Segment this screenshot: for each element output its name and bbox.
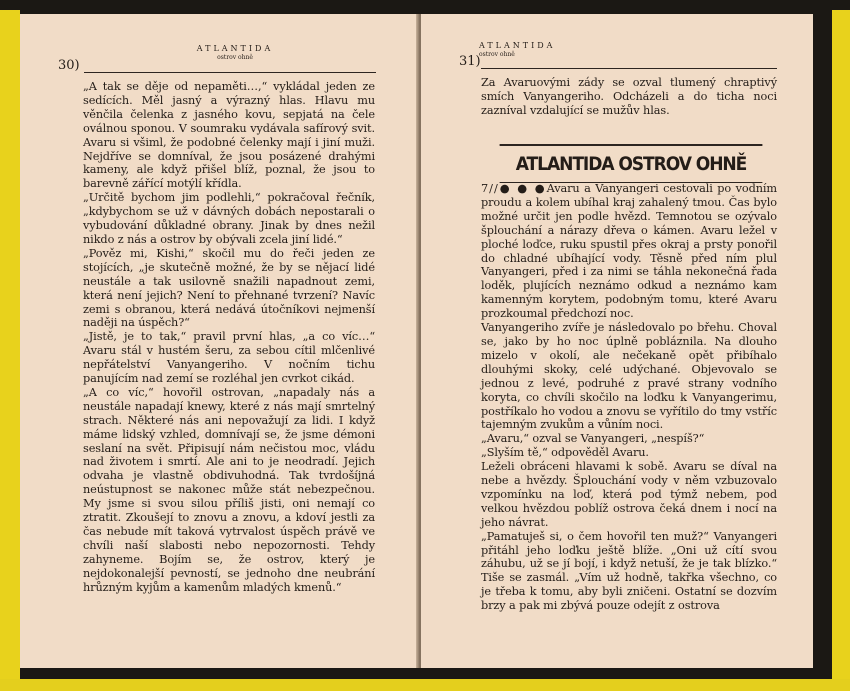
paragraph-text: Avaru a Vanyangeri cestovali po vodním proudu a kolem ubíhal kraj zahalený tmou. Čas bylo možné určit jen podle hvězd. Temnotou se ozývalo šplouchání a nárazy dřeva o kámen. Avaru ležel v ploché loďce, ruku spustil přes okraj a prsty ponořil do chladné ubíhající vody. Těsně před ním plul Vanyangeri, před i za nimi se táhla nekonečná řada loděk, plujících neznámo odkud a neznámo kam kamenným korytem, podobným tomu, které Avaru prozkoumal předchozí noc. <box>481 182 777 321</box>
book-cover-edge-right <box>832 10 850 690</box>
paragraph: „A co víc,“ hovořil ostrovan, „napadaly nás a neustále napadají knewy, které z nás mají smrtelný strach. Některé nás ani nepovažují za lidi. I když máme lidský vzhled, domnívají se, že jsme démoni seslaní na svět. Připisují nám nečistou moc, vládu nad životem i smrtí. Ale ani to je neodradí. Jejich odvaha je vlastně obdivuhodná. Tak tvrdošíjná neústupnost se nakonec může stát nebezpečnou. My jsme si svou silou příliš jisti, oni nemají co ztratit. Zkoušejí to znovu a znovu, a kdoví jestli za čas nebude mít taková vytrvalost úspěch právě ve chvíli naší slabosti nebo nepozornosti. Tehdy zahyneme. Bojím se, že ostrov, který je nejdokonalejší pevností, se jednoho dne neubrání hrůzným kyjům a kamenům mladých kmenů.“ <box>83 385 375 594</box>
left-page-number: 30) <box>58 58 80 73</box>
left-page-text <box>83 80 375 595</box>
left-running-head <box>170 44 300 62</box>
right-page-text <box>481 182 777 613</box>
right-page-number: 31) <box>459 54 481 69</box>
paragraph: „Určitě bychom jim podlehli,“ pokračoval řečník, „kdybychom se už v dávných dobách nepostarali o vybudování důkladné obrany. Jinak by dnes nežil nikdo z nás a ostrov by obývali zcela jiní lidé.“ <box>83 191 375 246</box>
left-running-subtitle: ostrov ohně <box>217 54 253 61</box>
book-cover-edge-left <box>0 10 20 680</box>
book-cover-edge-bottom <box>0 679 850 691</box>
right-top-text <box>481 76 777 118</box>
paragraph: „Jistě, je to tak,“ pravil první hlas, „a co víc…“ Avaru stál v hustém šeru, za sebou cítil mlčenlivé nepřátelství Vanyangeriho. V nočním tichu panujícím nad zemí se rozléhal jen cvrkot cikád. <box>83 330 375 386</box>
left-page <box>20 14 418 668</box>
right-page <box>421 14 813 668</box>
left-running-title: ATLANTIDA <box>196 44 274 53</box>
paragraph: „Avaru,“ ozval se Vanyangeri, „nespíš?“ <box>481 432 705 446</box>
right-header-rule <box>481 68 777 69</box>
paragraph: Vanyangeriho zvíře je následovalo po břehu. Choval se, jako by ho noc úplně pobláznila. Na dlouho mizelo v okolí, ale nečekaně opět přibíhalo dlouhými skoky, celé udýchané. Objevovalo se jednou z levé, podruhé z pravé strany vodního koryta, co chvíli skočilo na loďku k Vanyangerimu, postříkalo ho vodou a znovu se vyřítilo do tmy vstříc tajemným zvukům a vůním noci. <box>481 321 777 432</box>
paragraph: Leželi obráceni hlavami k sobě. Avaru se díval na nebe a hvězdy. Šplouchání vody v něm vzbuzovalo vzpomínku na loď, která pod týmž nebem, pod velkou hvězdou poblíž ostrova čeká dnem i nocí na jeho návrat. <box>481 460 777 529</box>
left-header-rule <box>84 72 376 73</box>
paragraph: „Slyším tě,“ odpověděl Avaru. <box>481 446 649 460</box>
chapter-banner: ATLANTIDA OSTROV OHNĚ <box>500 144 763 183</box>
paragraph: „A tak se děje od nepaměti…,“ vykládal jeden ze sedících. Měl jasný a výrazný hlas. Hlavu mu věnčila čelenka z jasného kovu, sepjatá na čele oválnou sponou. V soumraku vydávala safírový svit. Avaru si všiml, že podobné čelenky mají i jiní muži. Nejdříve se domníval, že jsou posázené drahými kameny, ale když přišel blíž, poznal, že jsou to barevně zářící motýlí křídla. <box>83 80 375 191</box>
paragraph <box>481 182 777 321</box>
paragraph: Za Avaruovými zády se ozval tlumený chraptivý smích Vanyangeriho. Odcházeli a do ticha noci zazníval vzdalující se mužův hlas. <box>481 76 777 117</box>
right-running-head <box>479 41 589 59</box>
paragraph: „Pamatuješ si, o čem hovořil ten muž?“ Vanyangeri přitáhl jeho loďku ještě blíže. „Oni už cítí svou záhubu, už se jí bojí, i když netuší, že je tak blízko.“ Tiše se zasmál. „Vím už hodně, takřka všechno, co je třeba k tomu, aby byli zničeni. Ostatní se dozvím brzy a pak mi zbývá pouze odejít z ostrova <box>481 529 777 613</box>
right-running-title: ATLANTIDA <box>479 41 556 50</box>
paragraph: „Pověz mi, Kishi,“ skočil mu do řeči jeden ze stojících, „je skutečně možné, že by se nějací lidé neustále a tak usilovně snažili napadnout zemi, která není jejich? Není to přehnané tvrzení? Navíc zemi s obranou, která nedává útočníkovi nejmenší naději na úspěch?“ <box>83 246 375 330</box>
right-running-subtitle: ostrov ohně <box>479 51 515 58</box>
chapter-marker: 7//● ● ● <box>481 182 547 195</box>
